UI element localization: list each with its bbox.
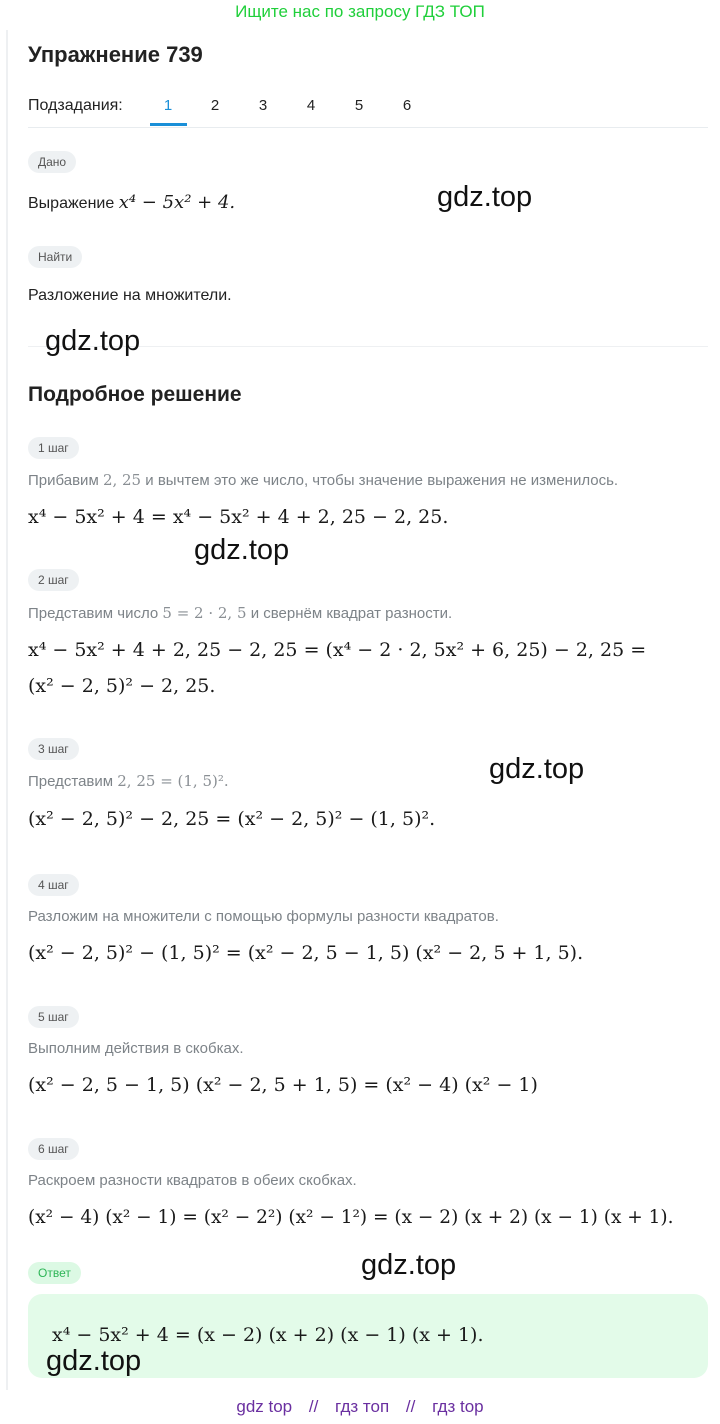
step-1-chip: 1 шаг	[28, 437, 79, 459]
watermark: gdz.top	[361, 1249, 457, 1281]
step-1-hint-math: 2, 25	[102, 471, 142, 489]
step-2-hint-text: Представим число	[28, 605, 159, 622]
tab-subtask-6[interactable]: 6	[402, 97, 412, 114]
step-3-hint	[28, 772, 229, 790]
find-text: Разложение на множители.	[28, 287, 232, 304]
step-2-chip: 2 шаг	[28, 569, 79, 591]
tab-subtask-2[interactable]: 2	[210, 97, 220, 114]
step-5-formula: (x² − 2, 5 − 1, 5) (x² − 2, 5 + 1, 5) = (x² − 4) (x² − 1)	[28, 1074, 538, 1096]
step-4-hint: Разложим на множители с помощью формулы разности квадратов.	[28, 908, 499, 925]
step-6-chip: 6 шаг	[28, 1138, 79, 1160]
step-2-hint-text-after: и свернём квадрат разности.	[250, 605, 453, 622]
step-3-hint-text: Представим	[28, 773, 114, 790]
tab-subtask-3[interactable]: 3	[258, 97, 268, 114]
exercise-card	[6, 24, 720, 1396]
footer-links	[0, 1397, 720, 1417]
given-label: Выражение	[28, 195, 115, 212]
step-6-hint: Раскроем разности квадратов в обеих скобках.	[28, 1172, 357, 1189]
footer-separator: //	[308, 1397, 319, 1416]
footer-link-gdz-top-mixed[interactable]: гдз top	[432, 1397, 484, 1416]
step-2-formula-line-1: x⁴ − 5x² + 4 + 2, 25 − 2, 25 = (x⁴ − 2 · 2, 5x² + 6, 25) − 2, 25 =	[28, 639, 647, 661]
step-5-hint: Выполним действия в скобках.	[28, 1040, 244, 1057]
step-1-formula: x⁴ − 5x² + 4 = x⁴ − 5x² + 4 + 2, 25 − 2, 25.	[28, 506, 449, 528]
step-3-chip: 3 шаг	[28, 738, 79, 760]
watermark: gdz.top	[46, 1345, 142, 1377]
step-2-formula-line-2: (x² − 2, 5)² − 2, 25.	[28, 675, 216, 697]
active-tab-indicator	[150, 123, 187, 126]
step-3-formula: (x² − 2, 5)² − 2, 25 = (x² − 2, 5)² − (1, 5)².	[28, 808, 436, 830]
step-1-hint-text: Прибавим	[28, 472, 99, 489]
subtasks-label: Подзадания:	[28, 97, 123, 114]
step-4-chip: 4 шаг	[28, 874, 79, 896]
given-text	[28, 192, 235, 213]
step-5-chip: 5 шаг	[28, 1006, 79, 1028]
step-1-hint	[28, 471, 618, 489]
subtasks-bar	[28, 93, 708, 128]
given-expression: x⁴ − 5x² + 4.	[118, 192, 236, 213]
watermark: gdz.top	[437, 181, 533, 213]
tab-subtask-4[interactable]: 4	[306, 97, 316, 114]
tab-subtask-5[interactable]: 5	[354, 97, 364, 114]
step-6-formula: (x² − 4) (x² − 1) = (x² − 2²) (x² − 1²) = (x − 2) (x + 2) (x − 1) (x + 1).	[28, 1207, 674, 1228]
footer-link-gdz-top[interactable]: gdz top	[236, 1397, 293, 1416]
card-edge	[6, 30, 8, 1390]
step-2-hint	[28, 604, 452, 622]
step-2-hint-math: 5 = 2 · 2, 5	[162, 604, 247, 622]
find-chip: Найти	[28, 246, 82, 268]
step-3-hint-math: 2, 25 = (1, 5)².	[117, 772, 229, 790]
given-chip: Дано	[28, 151, 76, 173]
exercise-title: Упражнение 739	[28, 42, 203, 67]
footer-separator: //	[405, 1397, 416, 1416]
watermark: gdz.top	[194, 534, 290, 566]
solution-title: Подробное решение	[28, 383, 242, 406]
answer-chip: Ответ	[28, 1262, 81, 1284]
tab-subtask-1[interactable]: 1	[163, 97, 173, 114]
watermark: gdz.top	[489, 753, 585, 785]
step-4-formula: (x² − 2, 5)² − (1, 5)² = (x² − 2, 5 − 1, 5) (x² − 2, 5 + 1, 5).	[28, 942, 584, 964]
step-1-hint-text-after: и вычтем это же число, чтобы значение выражения не изменилось.	[145, 472, 619, 489]
footer-link-gdz-top-ru[interactable]: гдз топ	[335, 1397, 390, 1416]
promo-banner: Ищите нас по запросу ГДЗ ТОП	[235, 2, 485, 21]
answer-formula: x⁴ − 5x² + 4 = (x − 2) (x + 2) (x − 1) (x + 1).	[52, 1324, 484, 1346]
watermark: gdz.top	[45, 325, 141, 357]
